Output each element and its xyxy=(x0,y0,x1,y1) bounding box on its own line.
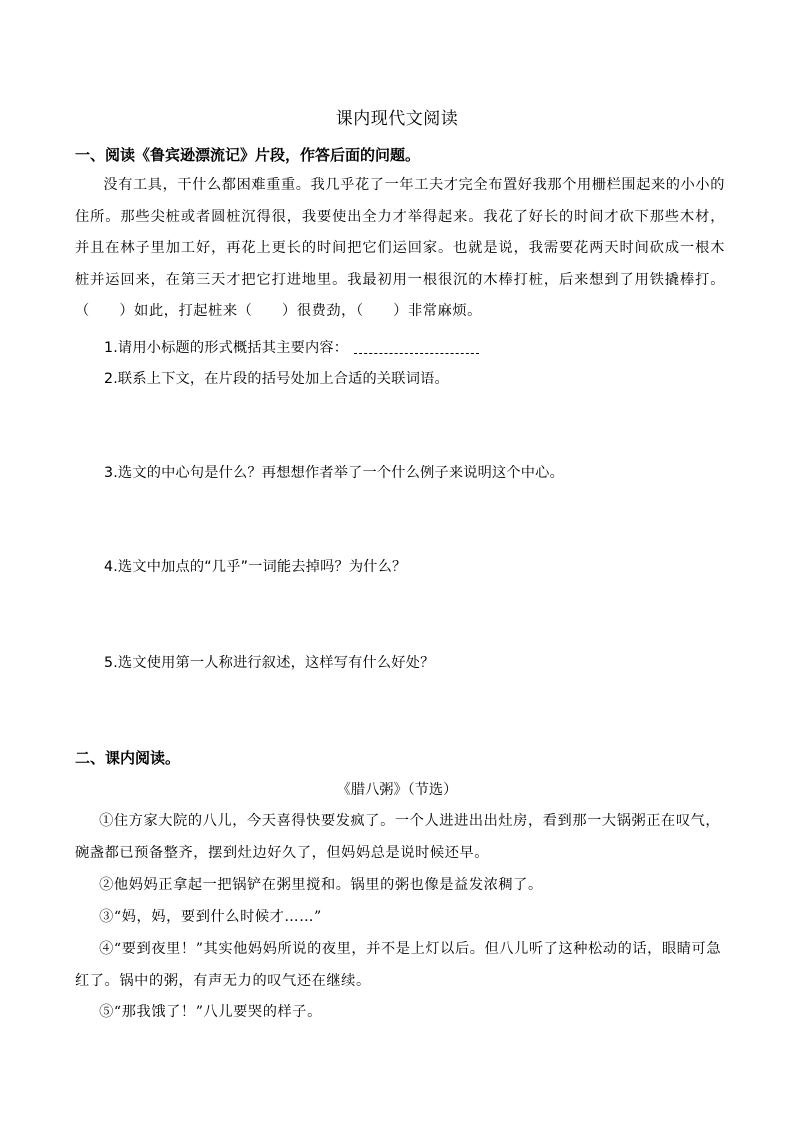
excerpt-paragraph-1: ①住方家大院的八儿，今天喜得快要发疯了。一个人进进出出灶房，看到那一大锅粥正在叹气，碗盏都已预备整齐，摆到灶边好久了，但妈妈总是说时候还早。 xyxy=(75,813,721,861)
excerpt-paragraph-5: ⑤“那我饿了！”八儿要哭的样子。 xyxy=(99,1004,322,1020)
answer-blank[interactable] xyxy=(354,353,479,354)
section1-heading: 一、阅读《鲁宾逊漂流记》片段，作答后面的问题。 xyxy=(75,146,421,164)
excerpt-paragraph-4: ④“要到夜里！”其实他妈妈所说的夜里，并不是上灯以后。但八儿听了这种松动的话，眼睛可急红了。锅中的粥，有声无力的叹气还在继续。 xyxy=(75,941,722,989)
excerpt-title: 《腊八粥》（节选） xyxy=(336,782,458,798)
excerpt-paragraph-2: ②他妈妈正拿起一把锅铲在粥里搅和。锅里的粥也像是益发浓稠了。 xyxy=(99,877,543,893)
question-3: 3.选文的中心句是什么？再想想作者举了一个什么例子来说明这个中心。 xyxy=(104,465,564,481)
question-1 xyxy=(104,337,479,357)
excerpt-paragraph-3: ③“妈，妈，要到什么时候才……” xyxy=(99,909,322,925)
question-4: 4.选文中加点的“几乎”一词能去掉吗？为什么？ xyxy=(104,559,407,575)
question-5: 5.选文使用第一人称进行叙述，这样写有什么好处？ xyxy=(104,655,435,671)
question-2: 2.联系上下文，在片段的括号处加上合适的关联词语。 xyxy=(104,371,449,387)
section1-passage: 没有工具，干什么都困难重重。我几乎花了一年工夫才完全布置好我那个用栅栏围起来的小小的住所。那些尖桩或者圆桩沉得很，我要使出全力才举得起来。我花了好长的时间才砍下那些木材，并且在林子里加工好，再花上更长的时间把它们运回家。也就是说，我需要花两天时间砍成一根木桩并运回来，在第三天才把它打进地里。我最初用一根很沉的木棒打桩，后来想到了用铁撬棒打。（ ）如此，打起桩来（ ）很费劲，（ ）非常麻烦。 xyxy=(75,177,725,319)
page-title: 课内现代文阅读 xyxy=(335,109,459,129)
section2-heading: 二、课内阅读。 xyxy=(75,749,181,767)
question-1-text: 1.请用小标题的形式概括其主要内容： xyxy=(104,340,349,356)
